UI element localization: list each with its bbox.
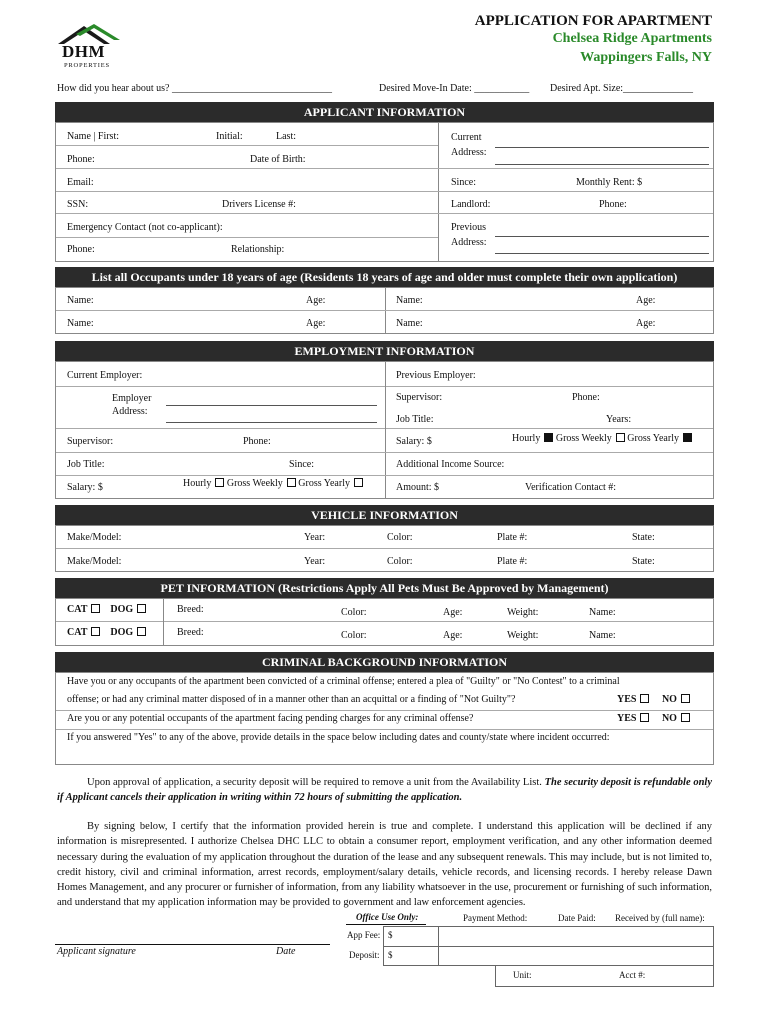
row-line <box>56 168 713 169</box>
q1-yes-checkbox[interactable] <box>640 694 649 703</box>
row-line <box>56 452 713 453</box>
initial-field[interactable]: Initial: <box>216 131 243 142</box>
gross-yearly-checkbox[interactable] <box>683 433 692 442</box>
previous-address-label: Previous <box>451 222 486 233</box>
dog-checkbox[interactable] <box>137 604 146 613</box>
row-line <box>56 475 713 476</box>
current-address-field[interactable]: Address: <box>451 147 487 158</box>
dog-label: DOG <box>110 627 134 638</box>
drivers-license-field[interactable]: Drivers License #: <box>222 199 296 210</box>
prev-job-title-field[interactable]: Job Title: <box>396 414 434 425</box>
vehicle-1-year[interactable]: Year: <box>304 532 326 543</box>
landlord-phone-field[interactable]: Phone: <box>599 199 627 210</box>
supervisor-field[interactable]: Supervisor: <box>67 436 114 447</box>
last-name-field[interactable]: Last: <box>276 131 296 142</box>
vehicle-1-plate[interactable]: Plate #: <box>497 532 528 543</box>
office-row-line <box>383 946 714 947</box>
pet-1-breed[interactable]: Breed: <box>177 604 204 615</box>
row-line <box>56 729 713 730</box>
row-line <box>56 621 713 622</box>
phone-field[interactable]: Phone: <box>67 154 95 165</box>
cat-label: CAT <box>67 627 88 638</box>
row-line <box>56 191 713 192</box>
employer-phone-field[interactable]: Phone: <box>243 436 271 447</box>
row-line <box>56 710 713 711</box>
prev-supervisor-field[interactable]: Supervisor: <box>396 392 443 403</box>
prev-pay-frequency-options <box>512 433 692 444</box>
q1-answer <box>617 694 690 705</box>
employer-address-field[interactable]: Address: <box>112 406 148 417</box>
criminal-section-header: CRIMINAL BACKGROUND INFORMATION <box>55 652 714 672</box>
since-field[interactable]: Since: <box>451 177 476 188</box>
signature-date-label[interactable]: Date <box>276 946 296 957</box>
pet-1-type <box>67 604 146 615</box>
vehicle-1-make[interactable]: Make/Model: <box>67 532 122 543</box>
occupant-1-age[interactable]: Age: <box>306 295 326 306</box>
criminal-question-1-cont: offense; or had any criminal matter disposed of in a manner other than an acquittal or a finding of "Not Guilty"? <box>67 694 516 705</box>
hourly-checkbox[interactable] <box>544 433 553 442</box>
verification-contact-field[interactable]: Verification Contact #: <box>525 482 617 493</box>
q1-no-checkbox[interactable] <box>681 694 690 703</box>
unit-field[interactable]: Unit: <box>513 970 532 980</box>
employer-address-label: Employer <box>112 393 152 404</box>
yes-label: YES <box>617 694 637 705</box>
pay-frequency-options <box>183 478 363 489</box>
pet-2-weight[interactable]: Weight: <box>507 630 539 641</box>
applicant-section-header: APPLICANT INFORMATION <box>55 102 714 122</box>
applicant-divider <box>438 122 439 262</box>
ssn-field[interactable]: SSN: <box>67 199 89 210</box>
pet-divider <box>163 598 164 646</box>
received-by-label: Received by (full name): <box>615 913 705 923</box>
deposit-label: Deposit: <box>349 950 380 960</box>
q2-no-checkbox[interactable] <box>681 713 690 722</box>
row-line <box>56 213 713 214</box>
gross-yearly-label: Gross Yearly <box>298 478 350 489</box>
email-field[interactable]: Email: <box>67 177 94 188</box>
address-line <box>495 147 709 148</box>
office-col-line <box>438 926 439 966</box>
prev-salary-field[interactable]: Salary: $ <box>396 436 432 447</box>
gross-weekly-checkbox[interactable] <box>616 433 625 442</box>
previous-address-field[interactable]: Address: <box>451 237 487 248</box>
previous-employer-field[interactable]: Previous Employer: <box>396 370 476 381</box>
occupant-3-age[interactable]: Age: <box>306 318 326 329</box>
occupant-4-name[interactable]: Name: <box>396 318 423 329</box>
job-title-field[interactable]: Job Title: <box>67 459 105 470</box>
prev-years-field[interactable]: Years: <box>606 414 632 425</box>
pet-1-name[interactable]: Name: <box>589 607 616 618</box>
app-fee-field[interactable]: $ <box>388 930 393 940</box>
row-line <box>56 145 438 146</box>
vehicle-2-plate[interactable]: Plate #: <box>497 556 528 567</box>
occupant-2-name[interactable]: Name: <box>396 295 423 306</box>
cat-checkbox[interactable] <box>91 604 100 613</box>
logo-subtext: PROPERTIES <box>64 62 110 69</box>
occupant-3-name[interactable]: Name: <box>67 318 94 329</box>
current-address-label: Current <box>451 132 482 143</box>
property-location: Wappingers Falls, NY <box>580 50 712 65</box>
apt-size-field[interactable]: Desired Apt. Size:______________ <box>550 83 694 94</box>
deposit-text: Upon approval of application, a security deposit will be required to remove a unit from the Availability List. <box>87 777 542 788</box>
employment-since-field[interactable]: Since: <box>289 459 314 470</box>
page-title: APPLICATION FOR APARTMENT <box>474 13 712 29</box>
current-employer-field[interactable]: Current Employer: <box>67 370 143 381</box>
office-title-underline <box>346 924 426 925</box>
logo-name: DHM <box>62 42 106 61</box>
pet-2-name[interactable]: Name: <box>589 630 616 641</box>
signature-line <box>55 944 330 945</box>
gross-weekly-checkbox[interactable] <box>287 478 296 487</box>
row-line <box>386 428 713 429</box>
hourly-checkbox[interactable] <box>215 478 224 487</box>
row-line <box>56 548 713 549</box>
gross-yearly-checkbox[interactable] <box>354 478 363 487</box>
vehicle-section-header: VEHICLE INFORMATION <box>55 505 714 525</box>
deposit-field[interactable]: $ <box>388 950 393 960</box>
address-line <box>495 164 709 165</box>
property-name: Chelsea Ridge Apartments <box>552 31 712 46</box>
vehicle-1-state[interactable]: State: <box>632 532 655 543</box>
gross-weekly-label: Gross Weekly <box>555 433 612 444</box>
employment-divider <box>385 361 386 499</box>
pet-2-color[interactable]: Color: <box>341 630 367 641</box>
dog-label: DOG <box>110 604 134 615</box>
first-name-field[interactable]: Name | First: <box>67 131 119 142</box>
deposit-notice <box>57 775 712 806</box>
no-label: NO <box>661 713 677 724</box>
row-line <box>386 386 713 387</box>
address-line <box>495 236 709 237</box>
vehicle-2-year[interactable]: Year: <box>304 556 326 567</box>
criminal-question-1: Have you or any occupants of the apartment been convicted of a criminal offense; entered a plea of "Guilty" or "No Contest" to a criminal <box>67 676 620 687</box>
occupants-section-header: List all Occupants under 18 years of age (Residents 18 years of age and older must complete their own application) <box>55 267 714 287</box>
cat-checkbox[interactable] <box>91 627 100 636</box>
hear-about-field[interactable]: How did you hear about us? ________________________________ <box>57 83 332 94</box>
applicant-signature-label[interactable]: Applicant signature <box>57 946 136 957</box>
emergency-contact-field[interactable]: Emergency Contact (not co-applicant): <box>67 222 223 233</box>
date-paid-label: Date Paid: <box>558 913 596 923</box>
hourly-label: Hourly <box>512 433 541 444</box>
pet-1-age[interactable]: Age: <box>443 607 463 618</box>
deposit-refund-terms: The security deposit is refundable only if Applicant cancels their application in writing within 72 hours of submitting the application. <box>57 777 712 804</box>
no-label: NO <box>661 694 677 705</box>
certification-statement: By signing below, I certify that the information provided herein is true and complete. I understand this application will be declined if any information is misrepresented. I authorize Chelsea DHC LLC to obtain a consumer report, employment verification, and any other information deemed necessary during the evaluation of my application throughout the duration of the lease and any subsequent renewals. This may include, but is not limited to, credit history, civil and criminal information, arrest records, employment/salary details, vehicle records, and licensing records. I hereby release Dawn Homes Management, and any procurer or furnisher of information, from any liability whatsoever in the use, procurement or furnishing of such information, and understand that my application information may be provided to government and law enforcement agencies. <box>57 821 712 909</box>
hourly-label: Hourly <box>183 478 212 489</box>
criminal-question-2: Are you or any potential occupants of the apartment facing pending charges for any criminal offense? <box>67 713 474 724</box>
office-use-title: Office Use Only: <box>356 912 419 922</box>
address-line <box>495 253 709 254</box>
address-line <box>166 405 377 406</box>
income-amount-field[interactable]: Amount: $ <box>396 482 440 493</box>
additional-income-field[interactable]: Additional Income Source: <box>396 459 505 470</box>
emergency-phone-field[interactable]: Phone: <box>67 244 95 255</box>
company-logo <box>54 22 124 72</box>
row-line <box>56 310 713 311</box>
dob-field[interactable]: Date of Birth: <box>250 154 306 165</box>
gross-yearly-label: Gross Yearly <box>627 433 679 444</box>
pet-2-breed[interactable]: Breed: <box>177 627 204 638</box>
pet-1-weight[interactable]: Weight: <box>507 607 539 618</box>
row-line <box>56 237 438 238</box>
payment-method-label: Payment Method: <box>463 913 528 923</box>
q2-yes-checkbox[interactable] <box>640 713 649 722</box>
occupant-4-age[interactable]: Age: <box>636 318 656 329</box>
acct-field[interactable]: Acct #: <box>619 970 646 980</box>
yes-label: YES <box>617 713 637 724</box>
vehicle-2-color[interactable]: Color: <box>387 556 413 567</box>
criminal-details-prompt: If you answered "Yes" to any of the above, provide details in the space below including dates and county/state where incident occurred: <box>67 732 610 743</box>
pet-2-age[interactable]: Age: <box>443 630 463 641</box>
occupant-2-age[interactable]: Age: <box>636 295 656 306</box>
app-fee-label: App Fee: <box>347 930 381 940</box>
gross-weekly-label: Gross Weekly <box>226 478 283 489</box>
pet-2-type <box>67 627 146 638</box>
applicant-box <box>55 122 714 262</box>
q2-answer <box>617 713 690 724</box>
vehicle-2-state[interactable]: State: <box>632 556 655 567</box>
employment-section-header: EMPLOYMENT INFORMATION <box>55 341 714 361</box>
landlord-field[interactable]: Landlord: <box>451 199 491 210</box>
occupant-1-name[interactable]: Name: <box>67 295 94 306</box>
row-line <box>56 428 385 429</box>
monthly-rent-field[interactable]: Monthly Rent: $ <box>576 177 643 188</box>
cat-label: CAT <box>67 604 88 615</box>
relationship-field[interactable]: Relationship: <box>231 244 285 255</box>
pet-section-header: PET INFORMATION (Restrictions Apply All Pets Must Be Approved by Management) <box>55 578 714 598</box>
salary-field[interactable]: Salary: $ <box>67 482 103 493</box>
vehicle-1-color[interactable]: Color: <box>387 532 413 543</box>
prev-phone-field[interactable]: Phone: <box>572 392 600 403</box>
pet-1-color[interactable]: Color: <box>341 607 367 618</box>
dog-checkbox[interactable] <box>137 627 146 636</box>
vehicle-2-make[interactable]: Make/Model: <box>67 556 122 567</box>
move-in-date-field[interactable]: Desired Move-In Date: ___________ <box>379 83 530 94</box>
row-line <box>56 386 385 387</box>
address-line <box>166 422 377 423</box>
